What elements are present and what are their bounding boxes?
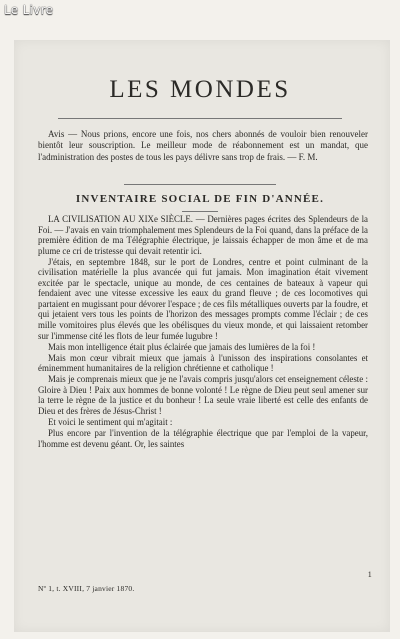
section-rule-top — [124, 184, 276, 185]
article-paragraph: J'étais, en septembre 1848, sur le port de Londres, centre et point culminant de la civilisation matérielle la plus avancée qui fut jamais. Mon imagination était vivement excitée par le spectacle, unique au monde, de ces centaines de bateaux à vapeur qui fendaient avec une vitesse excessive les eaux du grand fleuve ; de ces locomotives qui partaient en mugissant pour dévorer l'espace ; de ces fils métalliques ouverts par la foudre, et qui jetaient vers tous les points de l'horizon des messages prompts comme l'éclair ; de ces mille vomitoires plus élevés que les obélisques du vieux monde, et qui laissaient retomber sur l'immense cité les flots de leur fumée lugubre ! — [38, 256, 368, 341]
article-paragraph: Mais je comprenais mieux que je ne l'avais compris jusqu'alors cet enseignement céleste : Gloire à Dieu ! Paix aux hommes de bonne volonté ! Le règne de Dieu peut seul amener sur la terre le règne de la justice et du bonheur ! La seule vraie liberté est celle des enfants de Dieu et des frères de Jésus-Christ ! — [38, 374, 368, 416]
article-paragraph: Mais mon intelligence était plus éclairée que jamais des lumières de la foi ! — [48, 341, 316, 352]
article-paragraph: LA CIVILISATION AU XIXe SIÈCLE. — Dernières pages écrites des Splendeurs de la Foi. — J'avais en vain triomphalement mes Splendeurs de la Foi quand, dans la préface de la première édition de ma Télégraphie électrique, je laissais échapper de mon âme et de ma plume ce cri de tristesse qui devait retentir ici. — [38, 214, 368, 256]
issue-footer — [38, 570, 372, 593]
watermark-logo: Le Livre — [4, 3, 54, 17]
masthead-title: LES MONDES — [109, 76, 291, 103]
section-rule-bottom — [182, 211, 218, 212]
article-paragraph: Et voici le sentiment qui m'agitait : — [48, 417, 173, 428]
masthead-rule — [58, 118, 342, 119]
page-number: 1 — [367, 570, 372, 579]
article-body — [38, 214, 368, 450]
notice-paragraph: Avis — Nous prions, encore une fois, nos chers abonnés de vouloir bien renouveler bientôt leur souscription. Le meilleur mode de réabonnement est un mandat, que l'administration des postes de tous les pays délivre sans trop de frais. — F. M. — [38, 129, 368, 162]
section-title: INVENTAIRE SOCIAL DE FIN D'ANNÉE. — [75, 193, 325, 205]
issue-info: Nº 1, t. XVIII, 7 janvier 1870. — [38, 584, 135, 593]
article-paragraph: Plus encore par l'invention de la télégraphie électrique que par l'emploi de la vapeur, l'homme est devenu géant. Or, les saintes — [38, 428, 368, 449]
article-paragraph: Mais mon cœur vibrait mieux que jamais à l'unisson des inspirations consolantes et éminemment humanitaires de la religion chrétienne et catholique ! — [38, 352, 368, 374]
